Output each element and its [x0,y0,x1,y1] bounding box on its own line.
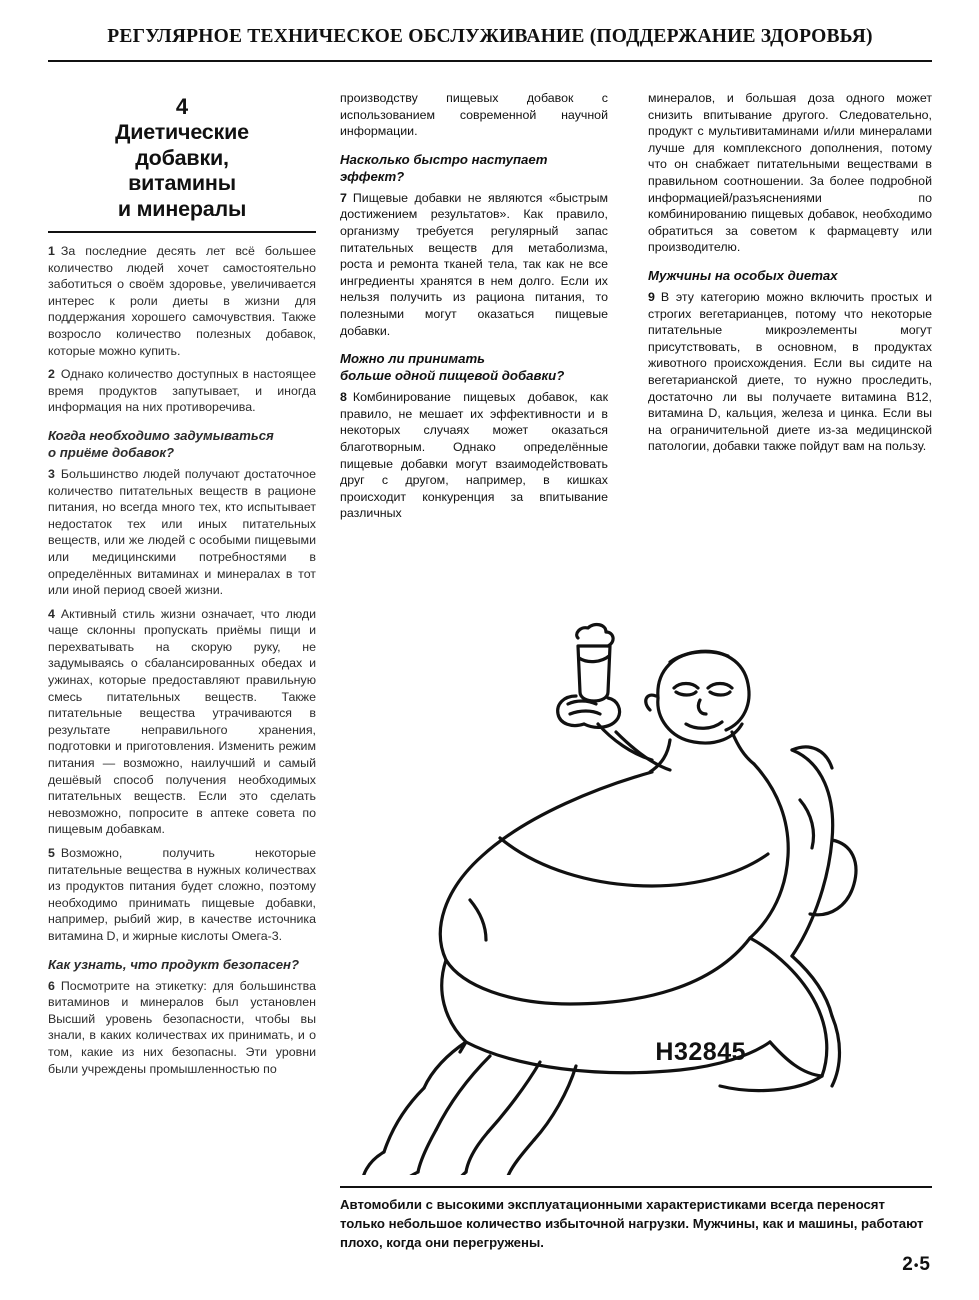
caption-divider [340,1186,932,1188]
paragraph-6-text: Посмотрите на этикетку: для большинства витаминов и минералов был установлен Высший уровень безопасности, чтобы вы знали, в каких количествах их принимать, и о том, какие из них безопасны. Эти уровни были учреждены промышленностью по [48,978,316,1076]
illustration-code-label: H32845 [655,1038,746,1066]
paragraph-4 [48,606,316,838]
paragraph-4-number: 4 [48,606,55,621]
subheading-special-diets: Мужчины на особых диетах [648,267,838,283]
paragraph-8-continuation: минералов, и большая доза одного может снизить впитывание другого. Следовательно, продукт с мультивитаминами и/или минералами лучше для комплексного дополнения, потому что он снабжает питательными веществами в правильном соотношении. За более подробной информацией/разъяснениями по комбинированию пищевых добавок, необходимо обратиться за советом к фармацевту или производителю. [648,91,932,255]
subheading-when-to-think-line-2: о приёме добавок? [48,444,175,460]
paragraph-1-number: 1 [48,244,55,258]
subheading-more-than-one-line-2: больше одной пищевой добавки? [340,368,565,384]
paragraph-7-number: 7 [340,190,347,205]
page-number-right: 5 [919,1254,931,1275]
paragraph-5-number: 5 [48,846,55,860]
text-column-2 [340,90,608,529]
paragraph-4-text: Активный стиль жизни означает, что люди чаще склонны пропускать приёмы пищи и перехватывать на скорую руку, не задумываясь о сбалансированных обедах и ужинах, которые предоставляют правильную смесь питательных веществ. Также питательные вещества утрачиваются в результате неправильного хранения, подготовки и приготовления. Изменить режим питания — возможно, наилучший и самый дешёвый способ получения необходимых питательных веществ. Если это сделать невозможно, попросите в аптеке совета по пищевым добавкам. [48,606,316,837]
chapter-number: 4 [175,94,189,119]
page-footer-number [902,1254,931,1276]
chapter-title-line-2: добавки, [135,145,229,170]
illustration-area [340,600,932,1175]
paragraph-7 [340,190,608,339]
paragraph-1-text: За последние десять лет всё большее количество людей хочет самостоятельно заботиться о своём здоровье, увеличивается интерес к роли диеты в жизни для поддержания хорошего самочувствия. Также возросло количество полезных добавок, которые можно купить. [48,244,316,358]
header-divider [48,60,932,62]
paragraph-2 [48,366,316,416]
paragraph-9-number: 9 [648,289,655,304]
page-header [48,26,932,48]
paragraph-3 [48,466,316,599]
paragraph-7-text: Пищевые добавки не являются «быстрым достижением результатов». Как правило, организму требуется регулярный запас питательных веществ для метаболизма, роста и ремонта тканей тела, так как не все ингредиенты хранятся в нем долго. Если их нельзя получить из рациона питания, то полезными могут оказаться пищевые добавки. [340,190,608,338]
paragraph-3-text: Большинство людей получают достаточное количество питательных веществ в рационе питания, но всегда много тех, кто испытывает недостаток тех или иных питательных веществ, или же людей с особыми пищевыми или медицинскими потребностями в определённых витаминах и минералах в тот или иной период своей жизни. [48,466,316,598]
paragraph-9 [648,289,932,455]
page-number-left: 2 [902,1254,914,1275]
paragraph-2-number: 2 [48,367,55,382]
subheading-more-than-one-line-1: Можно ли принимать [340,351,486,367]
paragraph-5-text: Возможно, получить некоторые питательные вещества в нужных количествах из продуктов питания будет сложно, поэтому необходимо принимать пищевые добавки, например, рыбий жир, в качестве источника витамина D, и жирные кислоты Омега-3. [48,846,316,943]
paragraph-6 [48,978,316,1078]
paragraph-8 [340,389,608,522]
paragraph-8-text: Комбинирование пищевых добавок, как правило, не мешает их эффективности и в некоторых случаях может оказаться благотворным. Однако определённые пищевые добавки могут взаимодействовать друг с другом, например, в кишках происходит конкуренция за впитывание различных [340,390,608,521]
page-header-title: РЕГУЛЯРНОЕ ТЕХНИЧЕСКОЕ ОБСЛУЖИВАНИЕ (ПОДДЕРЖАНИЕ ЗДОРОВЬЯ) [107,26,873,47]
subheading-product-safety: Как узнать, что продукт безопасен? [48,956,300,972]
subheading-when-to-think [48,427,316,461]
page-number-dot: • [913,1257,920,1273]
man-reclining-in-armchair-drinking-icon [340,600,932,1175]
subheading-more-than-one [340,350,608,384]
paragraph-6-number: 6 [48,978,55,993]
chapter-heading [48,94,316,233]
paragraph-2-text: Однако количество доступных в настоящее время продуктов запутывает, и иногда информация на них противоречива. [48,367,316,415]
illustration-caption: Автомобили с высокими эксплуатационными характеристиками всегда переносят только небольшое количество избыточной нагрузки. Мужчины, как и машины, работают плохо, когда они перегружены. [340,1197,924,1250]
chapter-title-line-4: и минералы [117,196,247,221]
text-column-3 [648,90,932,462]
paragraph-1 [48,243,316,359]
chapter-divider [48,231,316,233]
text-column-1 [48,90,316,1084]
paragraph-5 [48,845,316,945]
subheading-when-to-think-line-1: Когда необходимо задумываться [48,427,274,443]
subheading-how-fast-effect: Насколько быстро наступает эффект? [340,151,548,184]
paragraph-8-number: 8 [340,390,347,405]
paragraph-9-text: В эту категорию можно включить простых и строгих вегетарианцев, потому что некоторые питательные микроэлементы могут присутствовать, в основном, в продуктах животного происхождения. Если вы сидите на вегетарианской диете, то нужно проследить, достаточно ли вы получаете витамина B12, витамина D, кальция, железа и цинка. Если вы на ограничительной диете из-за медицинской патологии, добавки также пойдут вам на пользу. [648,289,932,454]
chapter-title-line-3: витамины [128,171,236,195]
paragraph-6-continuation: производству пищевых добавок с использованием современной научной информации. [340,91,608,139]
chapter-title-line-1: Диетические [115,120,249,144]
paragraph-3-number: 3 [48,466,55,481]
